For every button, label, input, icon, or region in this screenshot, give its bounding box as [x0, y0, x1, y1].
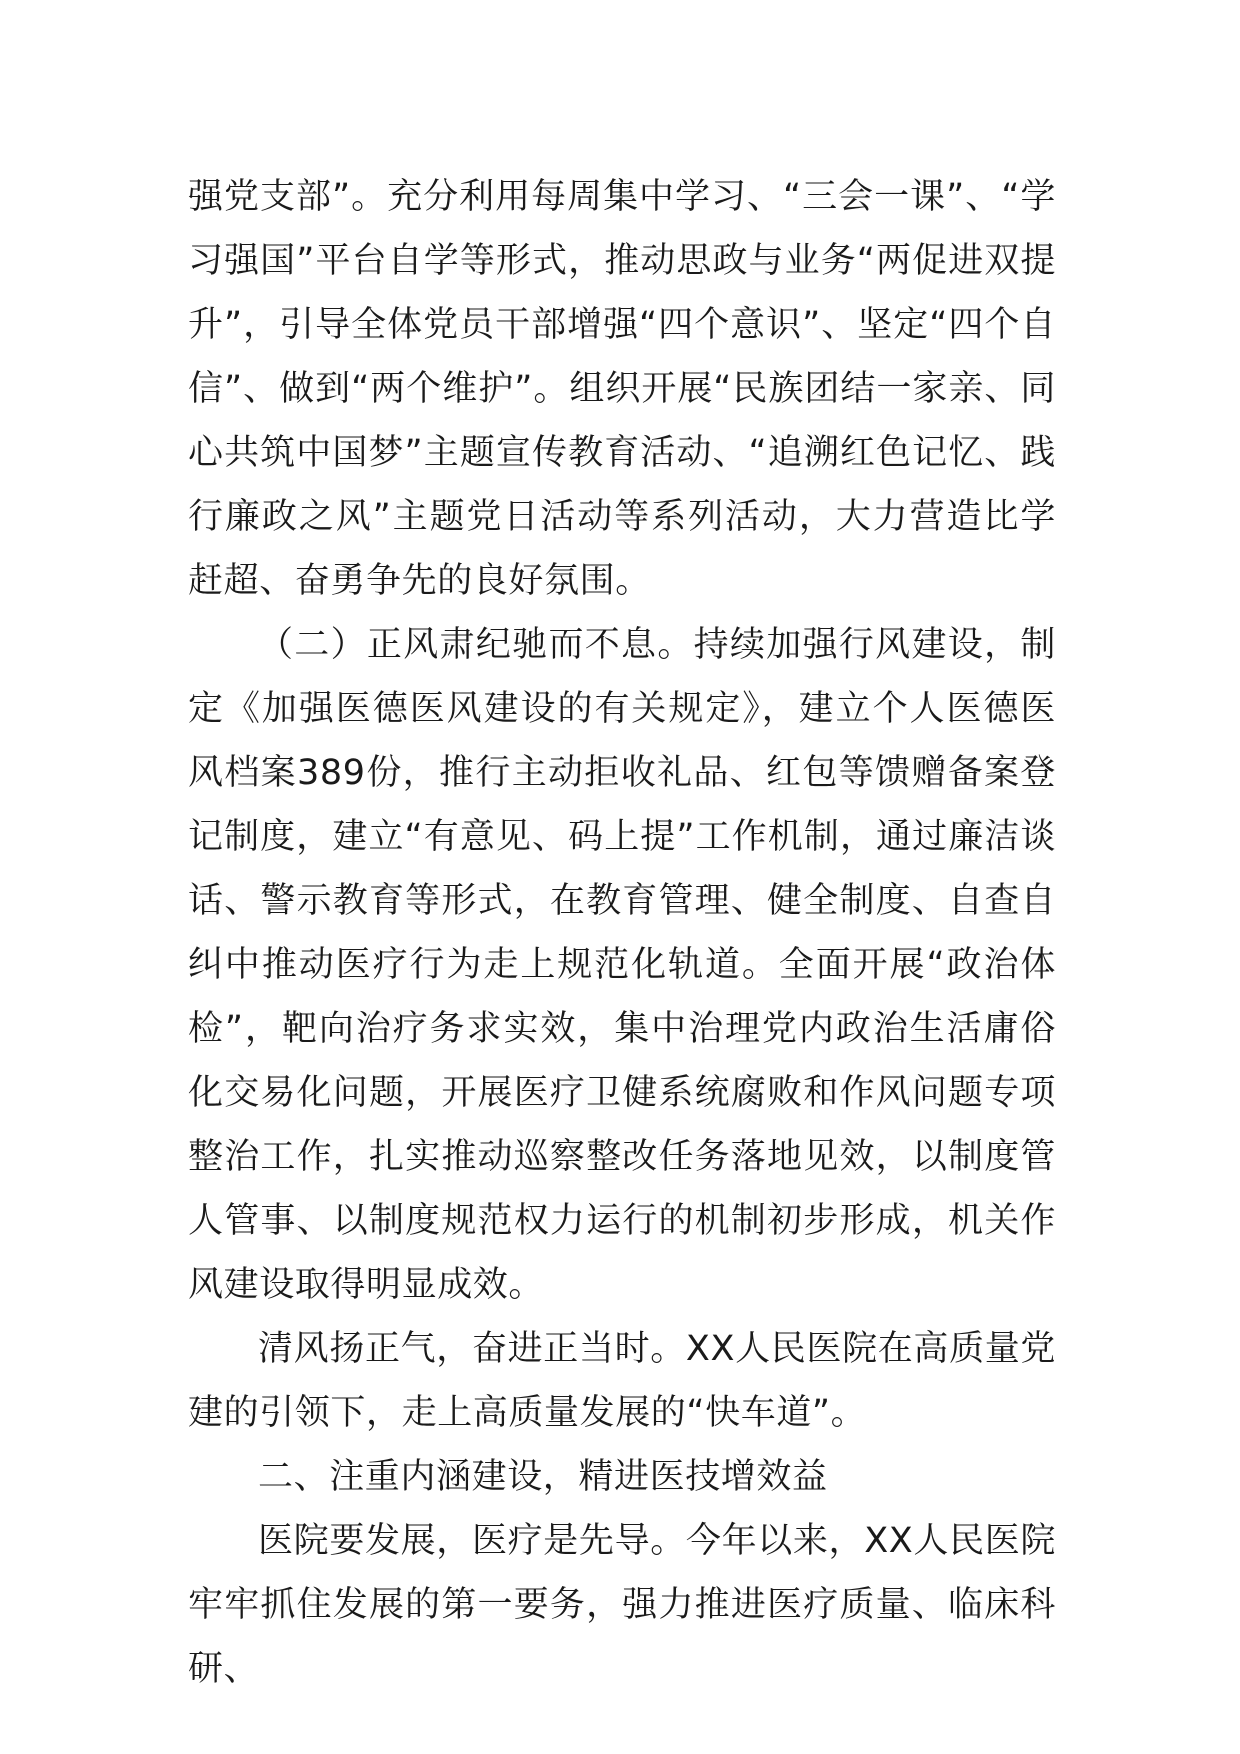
- paragraph-3: 清风扬正气，奋进正当时。XX人民医院在高质量党建的引领下，走上高质量发展的“快车道”。: [188, 1329, 1056, 1433]
- document-body: [188, 165, 1056, 1701]
- paragraph-1: 强党支部”。充分利用每周集中学习、“三会一课”、“学习强国”平台自学等形式，推动思政与业务“两促进双提升”，引导全体党员干部增强“四个意识”、坚定“四个自信”、做到“两个维护”。组织开展“民族团结一家亲、同心共筑中国梦”主题宣传教育活动、“追溯红色记忆、践行廉政之风”主题党日活动等系列活动，大力营造比学赶超、奋勇争先的良好氛围。: [188, 177, 1056, 601]
- paragraph-4: 医院要发展，医疗是先导。今年以来，XX人民医院牢牢抓住发展的第一要务，强力推进医疗质量、临床科研、: [188, 1521, 1056, 1689]
- section-heading: 二、注重内涵建设，精进医技增效益: [258, 1457, 828, 1497]
- paragraph-2: （二）正风肃纪驰而不息。持续加强行风建设，制定《加强医德医风建设的有关规定》，建立个人医德医风档案389份，推行主动拒收礼品、红包等馈赠备案登记制度，建立“有意见、码上提”工作机制，通过廉洁谈话、警示教育等形式，在教育管理、健全制度、自查自纠中推动医疗行为走上规范化轨道。全面开展“政治体检”，靶向治疗务求实效，集中治理党内政治生活庸俗化交易化问题，开展医疗卫健系统腐败和作风问题专项整治工作，扎实推动巡察整改任务落地见效，以制度管人管事、以制度规范权力运行的机制初步形成，机关作风建设取得明显成效。: [188, 625, 1056, 1305]
